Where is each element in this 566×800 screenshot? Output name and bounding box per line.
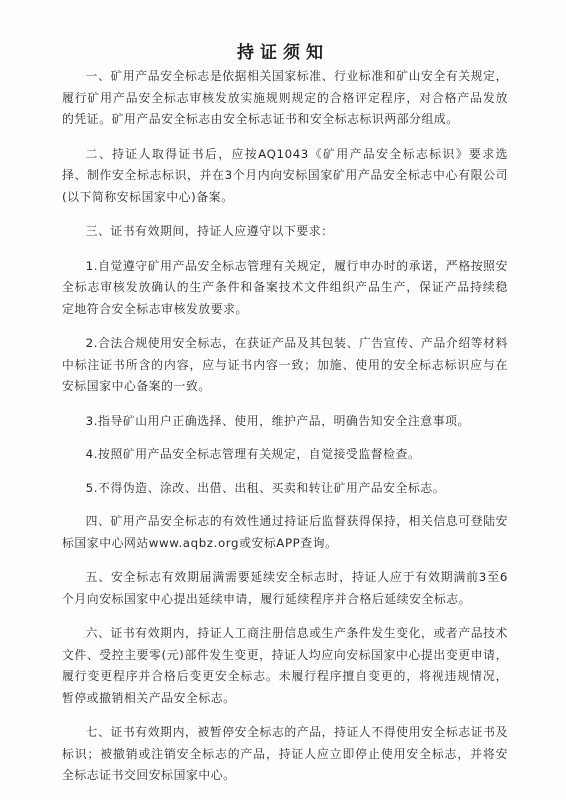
document-title: 持证须知 xyxy=(237,43,329,63)
requirement-1: 1.自觉遵守矿用产品安全标志管理有关规定，履行申办时的承诺，严格按照安全标志审核发放确认的生产条件和备案技术文件组织产品生产，保证产品持续稳定地符合安全标志审核发放要求。 xyxy=(62,258,508,316)
requirement-4: 4.按照矿用产品安全标志管理有关规定，自觉接受监督检查。 xyxy=(85,447,421,461)
document-body xyxy=(62,66,508,800)
paragraph-5: 五、安全标志有效期届满需要延续安全标志时，持证人应于有效期满前3至6个月向安标国家中心提出延续申请，履行延续程序并合格后延续安全标志。 xyxy=(62,570,508,606)
requirement-3: 3.指导矿山用户正确选择、使用，维护产品，明确告知安全注意事项。 xyxy=(85,413,470,428)
requirement-2: 2.合法合规使用安全标志，在获证产品及其包装、广告宣传、产品介绍等材料中标注证书所含的内容，应与证书内容一致；加施、使用的安全标志标识应与在安标国家中心备案的一致。 xyxy=(62,336,508,393)
paragraph-4: 四、矿用产品安全标志的有效性通过持证后监督获得保持，相关信息可登陆安标国家中心网站www.aqbz.org或安标APP查询。 xyxy=(62,514,508,550)
paragraph-7: 七、证书有效期内，被暂停安全标志的产品，持证人不得使用安全标志证书及标识；被撤销或注销安全标志的产品，持证人应立即停止使用安全标志，并将安全标志证书交回安标国家中心。 xyxy=(62,725,508,782)
paragraph-2: 二、持证人取得证书后，应按AQ1043《矿用产品安全标志标识》要求选择、制作安全标志标识，并在3个月内向安标国家矿用产品安全标志中心有限公司(以下简称安标国家中心)备案。 xyxy=(62,146,508,204)
paragraph-6: 六、证书有效期内，持证人工商注册信息或生产条件发生变化，或者产品技术文件、受控主要零(元)部件发生变更，持证人均应向安标国家中心提出变更申请，履行变更程序并合格后变更安全标志。未履行程序擅自变更的，将视违规情况，暂停或撤销相关产品安全标志。 xyxy=(62,626,508,705)
paragraph-1: 一、矿用产品安全标志是依据相关国家标准、行业标准和矿山安全有关规定，履行矿用产品安全标志审核发放实施规则规定的合格评定程序，对合格产品发放的凭证。矿用产品安全标志由安全标志证书和安全标志标识两部分组成。 xyxy=(62,69,508,126)
requirement-5: 5.不得伪造、涂改、出借、出租、买卖和转让矿用产品安全标志。 xyxy=(85,480,446,495)
paragraph-3: 三、证书有效期间，持证人应遵守以下要求： xyxy=(85,224,334,238)
